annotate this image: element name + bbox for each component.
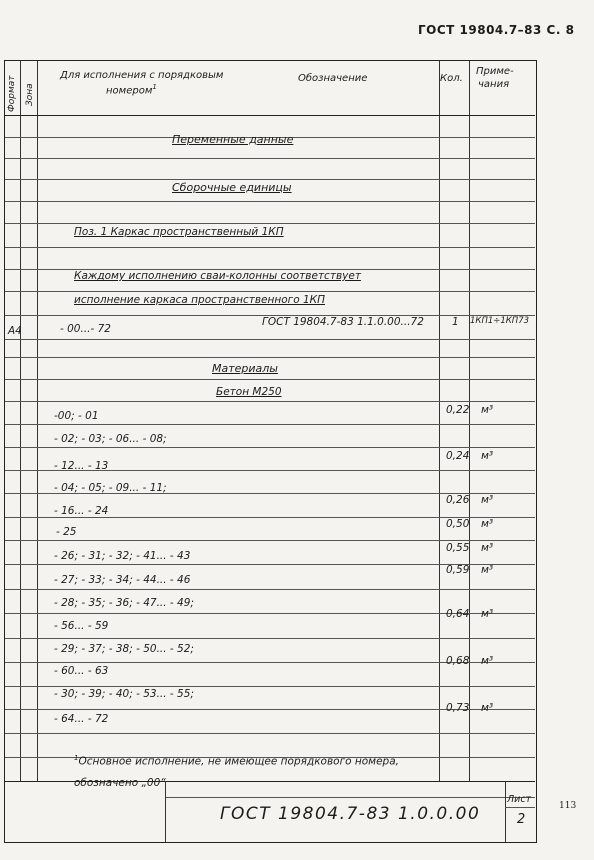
col-divider-note — [469, 61, 470, 781]
a4-note: 1КП1÷1КП73 — [470, 316, 530, 326]
col-divider-zone — [37, 61, 38, 781]
section-concrete: Бетон М250 — [216, 386, 282, 398]
qty-cell: 0,64 — [446, 608, 470, 620]
col-divider-qty — [439, 61, 440, 781]
title-block-designation: ГОСТ 19804.7-83 1.0.0.00 — [220, 804, 481, 824]
unit-cell: м³ — [481, 564, 494, 576]
header-zone: Зона — [25, 83, 35, 106]
header-variant-line1: Для исполнения с порядковым — [60, 70, 224, 81]
qty-cell: 0,24 — [446, 450, 470, 462]
unit-cell: м³ — [481, 608, 494, 620]
list-item: - 28; - 35; - 36; - 47... - 49; — [54, 597, 194, 609]
list-item: - 26; - 31; - 32; - 41... - 43 — [54, 550, 191, 562]
header-designation: Обозначение — [298, 73, 368, 84]
list-item: - 60... - 63 — [54, 665, 109, 677]
section-pos1: Поз. 1 Каркас пространственный 1КП — [74, 226, 284, 238]
list-item: -00; - 01 — [54, 410, 99, 422]
header-qty: Кол. — [440, 73, 463, 84]
unit-cell: м³ — [481, 702, 494, 714]
col-divider-format — [20, 61, 21, 781]
section-materials: Материалы — [212, 362, 278, 375]
a4-designation: ГОСТ 19804.7-83 1.1.0.00...72 — [262, 316, 424, 328]
list-item: - 56... - 59 — [54, 620, 109, 632]
section-variable-data: Переменные данные — [172, 133, 294, 146]
footnote-line1: $^1$Основное исполнение, не имеющее порядкового номера, — [74, 754, 399, 768]
list-item: - 30; - 39; - 40; - 53... - 55; — [54, 688, 194, 700]
header-rule — [5, 115, 535, 116]
qty-cell: 0,73 — [446, 702, 470, 714]
a4-qty: 1 — [452, 316, 459, 328]
unit-cell: м³ — [481, 404, 494, 416]
header-note-line2: чания — [478, 79, 510, 90]
header-note-line1: Приме- — [476, 66, 514, 77]
list-item: - 12... - 13 — [54, 460, 109, 472]
side-page-number: 113 — [559, 801, 577, 811]
list-item: - 04; - 05; - 09... - 11; — [54, 482, 167, 494]
unit-cell: м³ — [481, 450, 494, 462]
page-header: ГОСТ 19804.7–83 С. 8 — [418, 23, 575, 37]
qty-cell: 0,50 — [446, 518, 470, 530]
unit-cell: м³ — [481, 542, 494, 554]
section-each-line1: Каждому исполнению сваи-колонны соответствует — [74, 270, 361, 282]
qty-cell: 0,22 — [446, 404, 470, 416]
unit-cell: м³ — [481, 518, 494, 530]
unit-cell: м³ — [481, 655, 494, 667]
list-item: - 25 — [56, 526, 77, 538]
section-assembly-units: Сборочные единицы — [172, 181, 292, 194]
a4-format: А4 — [8, 325, 22, 337]
qty-cell: 0,55 — [446, 542, 470, 554]
list-item: - 16... - 24 — [54, 505, 109, 517]
header-format: Формат — [7, 75, 17, 112]
qty-cell: 0,26 — [446, 494, 470, 506]
unit-cell: м³ — [481, 494, 494, 506]
qty-cell: 0,59 — [446, 564, 470, 576]
section-each-line2: исполнение каркаса пространственного 1КП — [74, 294, 325, 306]
list-item: - 02; - 03; - 06... - 08; — [54, 433, 167, 445]
list-item: - 64... - 72 — [54, 713, 109, 725]
header-variant-line2: номером$^1$ — [106, 83, 157, 97]
qty-cell: 0,68 — [446, 655, 470, 667]
title-block-sheet-label: Лист — [507, 794, 532, 805]
list-item: - 29; - 37; - 38; - 50... - 52; — [54, 643, 194, 655]
footnote-line2: обозначено „00“ — [74, 777, 166, 789]
list-item: - 27; - 33; - 34; - 44... - 46 — [54, 574, 191, 586]
a4-variant: - 00...- 72 — [60, 323, 111, 335]
title-block-sheet-number: 2 — [517, 812, 526, 827]
